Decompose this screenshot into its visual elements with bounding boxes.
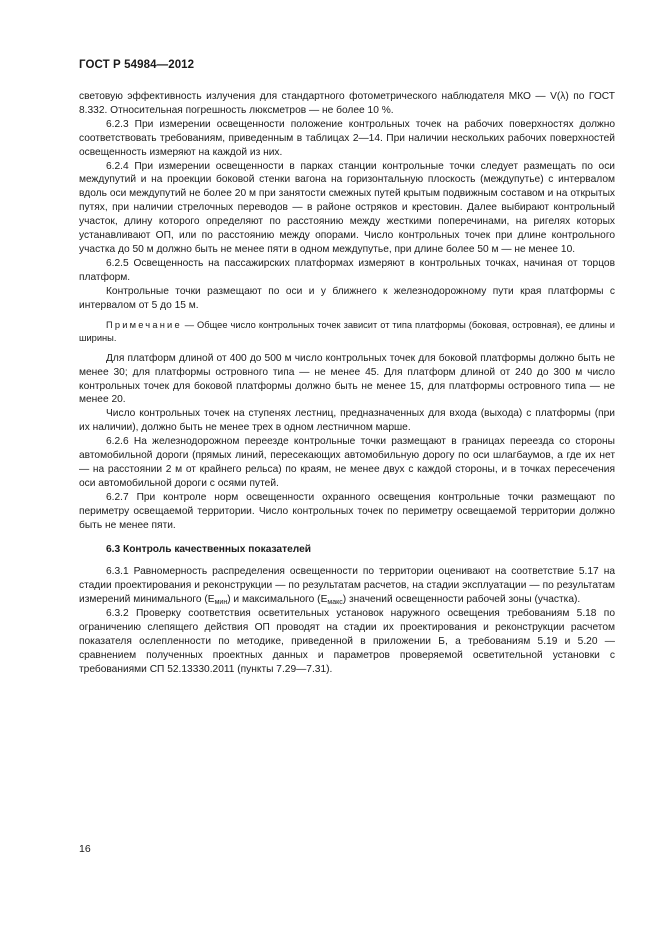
paragraph-6-3-2: 6.3.2 Проверку соответствия осветительных установок наружного освещения требованиям 5.18 по ограничению слепящего действия ОП проводят на стадии их проектирования и реконструкции расчетом показателя ослепленности по методике, приведенной в приложении Б, а требованиям 5.19 и 5.20 — сравнением полученных проектных данных и параметров проверяемой осветительной установки с требованиями СП 52.13330.2011 (пункты 7.29—7.31). — [79, 608, 615, 675]
paragraph-6-3-1-part-b: ) и максимального (E — [227, 594, 328, 606]
note — [79, 319, 615, 346]
note-text: — Общее число контрольных точек зависит от типа платформы (боковая, островная), ее длины и ширины. — [79, 319, 615, 344]
subscript-max: макс — [327, 599, 343, 607]
paragraph-6-2-5: 6.2.5 Освещенность на пассажирских платформах измеряют в контрольных точках, начиная от торцов платформ. — [79, 257, 615, 283]
paragraph-6-3-1-part-a: 6.3.1 Равномерность распределения освещенности по территории оценивают на соответствие 5.17 на стадии проектирования и реконструкции — по результатам расчетов, на стадии эксплуатации — по результатам измерений минимального (E — [79, 566, 615, 606]
paragraph-continuation: световую эффективность излучения для стандартного фотометрического наблюдателя МКО — V(λ) по ГОСТ 8.332. Относительная погрешность люксметров — не более 10 %. — [79, 91, 615, 116]
paragraph-platform-points: Контрольные точки размещают по оси и у ближнего к железнодорожному пути края платформы с интервалом от 5 до 15 м. — [79, 285, 615, 311]
page-number: 16 — [79, 843, 91, 855]
paragraph-6-2-7: 6.2.7 При контроле норм освещенности охранного освещения контрольные точки размещают по периметру освещаемой территории. Число контрольных точек по периметру освещаемой территории должно быть не менее пяти. — [79, 491, 615, 531]
paragraph-stairs: Число контрольных точек на ступенях лестниц, предназначенных для входа (выхода) с платформы (при их наличии), должно быть не менее трех в одном лестничном марше. — [79, 408, 615, 434]
note-label: Примечание — [106, 319, 182, 330]
paragraph-6-2-4: 6.2.4 При измерении освещенности в парках станции контрольные точки следует размещать по оси междупутий и на проекции боковой стенки вагона на горизонтальную плоскость (междупутье) с интервалом вдоль оси междупутий не более 20 м при занятости смежных путей крытым подвижным составом и на открытых путях, при наличии стрелочных переводов — в районе остряков и крестовин. Далее выбирают контрольный участок, длину которого определяют по расстоянию между жесткими поперечинами, на ригелях которых устанавливают ОП, или по расстоянию между опорами. Число контрольных точек при длине контрольного участка до 50 м должно быть не менее пяти в одном междупутье, при длине более 50 м — не менее 10. — [79, 160, 615, 255]
paragraph-6-3-1-part-c: ) значений освещенности рабочей зоны (участка). — [342, 594, 581, 606]
subscript-min: мин — [214, 599, 228, 607]
paragraph-6-2-3: 6.2.3 При измерении освещенности положение контрольных точек на рабочих поверхностях должно соответствовать требованиям, приведенным в таблицах 2—14. При наличии нескольких рабочих поверхностей освещенность измеряют на каждой из них. — [79, 118, 615, 158]
paragraph-platform-length: Для платформ длиной от 400 до 500 м число контрольных точек для боковой платформы должно быть не менее 30; для платформы островного типа — не менее 45. Для платформ длиной от 240 до 300 м число контрольных точек для боковой платформы должно быть не менее 15, для платформы островного типа — не менее 20. — [79, 352, 615, 406]
document-body — [79, 90, 615, 677]
paragraph-6-3-1 — [79, 565, 615, 607]
section-title-6-3: 6.3 Контроль качественных показателей — [106, 544, 312, 556]
paragraph-6-2-6: 6.2.6 На железнодорожном переезде контрольные точки размещают в границах переезда со стороны автомобильной дороги (прямых линий, пересекающих автомобильную дорогу по оси шлагбаумов, а где их нет — на расстоянии 2 м от крайнего рельса) по краям, не менее двух с каждой стороны, и в точках пересечения оси автомобильной дороги с осями путей. — [79, 436, 615, 489]
document-header: ГОСТ Р 54984—2012 — [79, 59, 195, 71]
